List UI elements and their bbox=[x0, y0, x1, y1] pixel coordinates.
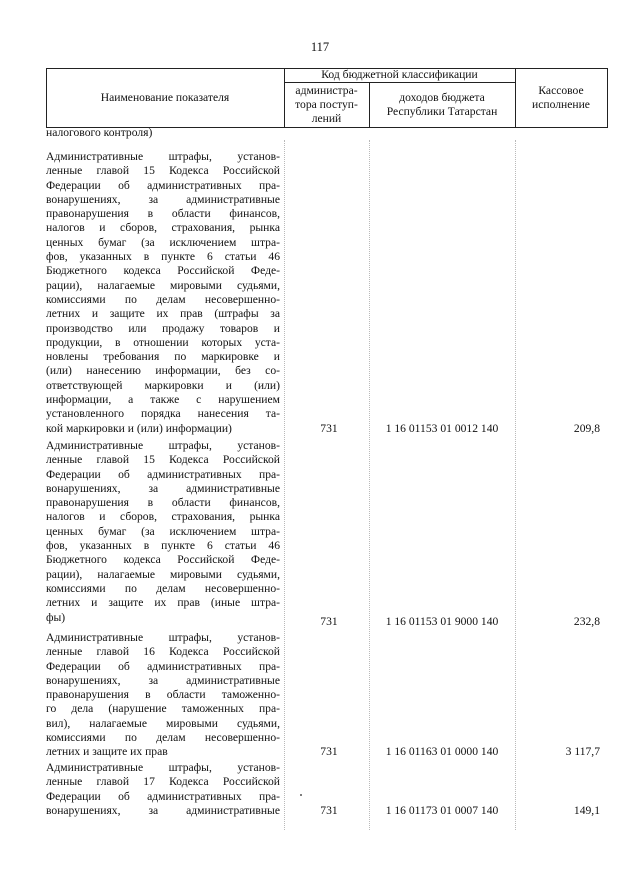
description-line: Бюджетного кодекса Российской Феде- bbox=[46, 553, 280, 567]
description-line: Административные штрафы, установ- bbox=[46, 631, 280, 644]
header-name: Наименование показателя bbox=[100, 91, 230, 104]
description-line: ценных бумаг (за исключением штра- bbox=[46, 235, 280, 249]
row-1-amount: 209,8 bbox=[573, 422, 600, 435]
column-separator bbox=[284, 140, 285, 830]
row-4-income-code: 1 16 01173 01 0007 140 bbox=[385, 804, 499, 817]
row-2-income-code: 1 16 01153 01 9000 140 bbox=[385, 615, 499, 628]
description-line: вонарушениях, за административные bbox=[46, 673, 280, 687]
description-line: летних и защите их прав (иные штра- bbox=[46, 596, 280, 610]
row-2-admin-code: 731 bbox=[320, 615, 338, 628]
description-line: кой маркировки и (или) информации) bbox=[46, 421, 232, 435]
column-separator bbox=[515, 140, 516, 830]
description-line: Бюджетного кодекса Российской Феде- bbox=[46, 264, 280, 278]
header-execution-cell bbox=[515, 68, 607, 128]
description-line: фов, указанных в пункте 6 статьи 46 bbox=[46, 539, 280, 553]
description-line: правонарушения в области финансов, bbox=[46, 496, 280, 510]
description-line: ленные главой 16 Кодекса Российской bbox=[46, 645, 280, 659]
column-separator bbox=[369, 140, 370, 830]
header-admin-cell bbox=[284, 82, 369, 128]
description-line: рации), налагаемые мировыми судьями, bbox=[46, 278, 280, 292]
header-right-border bbox=[607, 68, 608, 128]
header-income-cell bbox=[369, 82, 515, 128]
description-line: налогового контроля) bbox=[46, 126, 153, 139]
description-line: налогов и сборов, страхования, рынка bbox=[46, 510, 280, 524]
row-4-description bbox=[46, 761, 280, 818]
header-name-cell bbox=[46, 68, 284, 128]
row-4-amount: 149,1 bbox=[573, 804, 600, 817]
header-admin-line: тора поступ- bbox=[295, 98, 358, 111]
description-line: ленные главой 15 Кодекса Российской bbox=[46, 164, 280, 178]
description-line: Административные штрафы, установ- bbox=[46, 761, 280, 774]
description-line: (или) нанесению информации, без со- bbox=[46, 364, 280, 378]
description-line: новлены требования по маркировке и bbox=[46, 350, 280, 364]
description-line: вонарушениях, за административные bbox=[46, 192, 280, 206]
row-2-amount: 232,8 bbox=[573, 615, 600, 628]
description-line: ценных бумаг (за исключением штра- bbox=[46, 524, 280, 538]
description-line: налогов и сборов, страхования, рынка bbox=[46, 221, 280, 235]
description-line: вонарушениях, за административные bbox=[46, 481, 280, 495]
row-3-amount: 3 117,7 bbox=[565, 745, 600, 758]
header-execution-line: Кассовое bbox=[538, 84, 584, 97]
description-line: фы) bbox=[46, 610, 66, 624]
header-income-line: доходов бюджета bbox=[399, 91, 485, 104]
description-line: установленного порядка нанесения та- bbox=[46, 407, 280, 421]
row-3-income-code: 1 16 01163 01 0000 140 bbox=[385, 745, 499, 758]
page-number: 117 bbox=[310, 40, 330, 54]
description-line: Федерации об административных пра- bbox=[46, 467, 280, 481]
description-line: Федерации об административных пра- bbox=[46, 789, 280, 803]
row-1-admin-code: 731 bbox=[320, 422, 338, 435]
row-1-description bbox=[46, 150, 280, 436]
row-2-description bbox=[46, 439, 280, 625]
description-line: летних и защите их прав bbox=[46, 745, 168, 759]
description-line: фов, указанных в пункте 6 статьи 46 bbox=[46, 250, 280, 264]
description-line: производство или продажу товаров и bbox=[46, 321, 280, 335]
description-line: ленные главой 17 Кодекса Российской bbox=[46, 775, 280, 789]
description-line: Административные штрафы, установ- bbox=[46, 439, 280, 452]
scan-speck bbox=[300, 794, 302, 796]
description-line: комиссиями по делам несовершенно- bbox=[46, 731, 280, 745]
description-line: летних и защите их прав (штрафы за bbox=[46, 307, 280, 321]
row-3-description bbox=[46, 631, 280, 760]
description-line: ответствующей маркировки и (или) bbox=[46, 378, 280, 392]
description-line: продукции, в отношении которых уста- bbox=[46, 335, 280, 349]
description-line: правонарушения в области финансов, bbox=[46, 207, 280, 221]
description-line: комиссиями по делам несовершенно- bbox=[46, 292, 280, 306]
header-execution-line: исполнение bbox=[532, 98, 590, 111]
description-line: информации, а также с нарушением bbox=[46, 393, 280, 407]
description-line: рации), налагаемые мировыми судьями, bbox=[46, 567, 280, 581]
description-line: вил), налагаемые мировыми судьями, bbox=[46, 716, 280, 730]
description-line: Федерации об административных пра- bbox=[46, 659, 280, 673]
description-line: ленные главой 15 Кодекса Российской bbox=[46, 453, 280, 467]
header-admin-line: администра- bbox=[295, 84, 358, 97]
row-1-income-code: 1 16 01153 01 0012 140 bbox=[385, 422, 499, 435]
header-code-group: Код бюджетной классификации bbox=[321, 68, 478, 81]
description-line: комиссиями по делам несовершенно- bbox=[46, 581, 280, 595]
row-4-admin-code: 731 bbox=[320, 804, 338, 817]
header-admin-line: лений bbox=[311, 112, 342, 125]
header-code-group-cell bbox=[284, 68, 515, 82]
description-line: правонарушения в области таможенно- bbox=[46, 688, 280, 702]
description-line: Федерации об административных пра- bbox=[46, 178, 280, 192]
description-line: го дела (нарушение таможенных пра- bbox=[46, 702, 280, 716]
description-line: Административные штрафы, установ- bbox=[46, 150, 280, 163]
row-3-admin-code: 731 bbox=[320, 745, 338, 758]
table-header bbox=[46, 68, 608, 128]
header-income-line: Республики Татарстан bbox=[386, 105, 498, 118]
description-line: вонарушениях, за административные bbox=[46, 803, 280, 817]
continuation-text bbox=[46, 126, 280, 140]
